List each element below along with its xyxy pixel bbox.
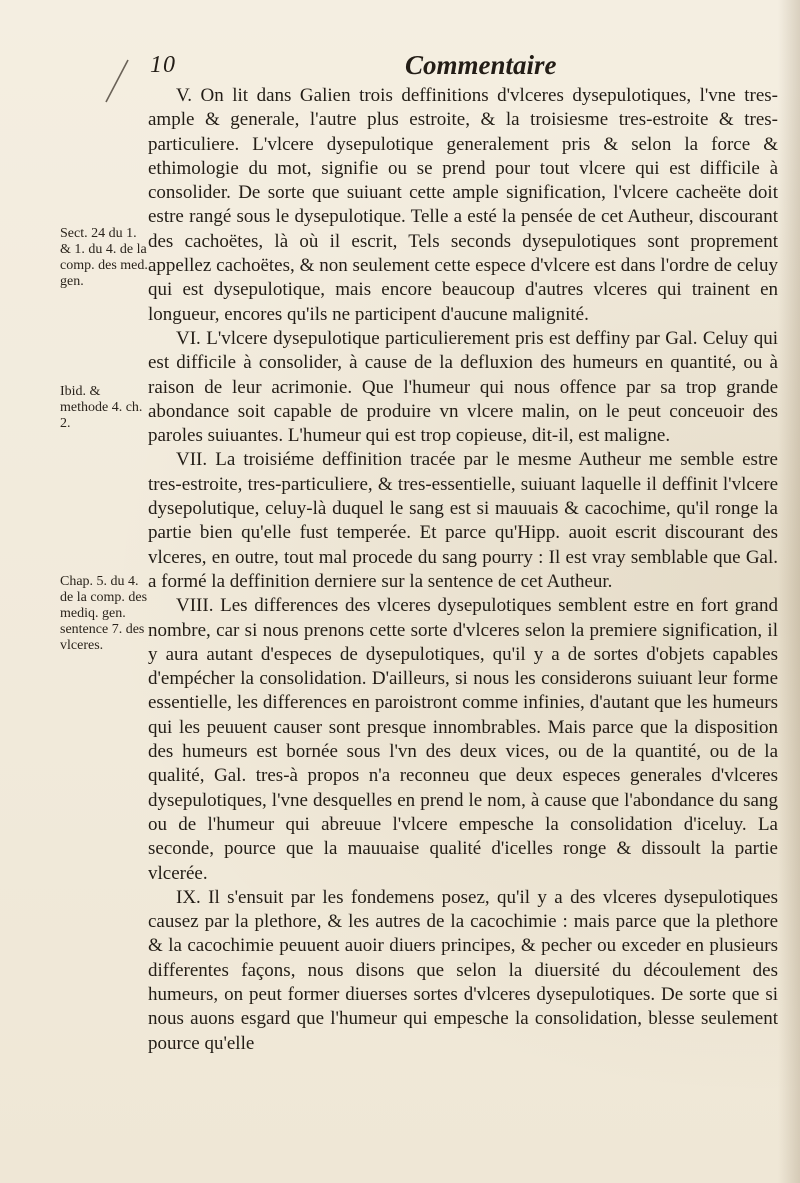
paragraph-vi: VI. L'vlcere dysepulotique particulierement pris est deffiny par Gal. Celuy qui est difficile à consolider, à cause de la defluxion des humeurs en quantité, ou à raison de leur acrimonie. Que l'humeur qui nous offence par sa trop grande abondance soit capable de produire vn vlcere malin, on le peut conceuoir des paroles suiuantes. L'humeur qui est trop copieuse, dit-il, est maligne. [148, 327, 778, 447]
page-number: 10 [150, 52, 176, 78]
margin-note: Sect. 24 du 1. & 1. du 4. de la comp. des med. gen. [60, 226, 148, 289]
paragraph-v: V. On lit dans Galien trois deffinitions d'vlceres dysepulotiques, l'vne tres-ample & generale, l'autre plus estroite, & la troisiesme tres-estroite & tres-particuliere. L'vlcere dysepulotique generalement pris & selon la force & ethimologie du mot, signifie ou se prend pour tout vlcere qui est difficile à consolider. De sorte que suiuant cette ample signification, l'vlcere cacheëte doit estre rangé sous le dysepulotique. Telle a esté la pensée de cet Autheur, discourant des cachoëtes, là où il escrit, Tels seconds dysepulotiques sont proprement appellez cachoëtes, & non seulement cette espece d'vlcere est dans l'ordre de celuy qui est dysepulotique, mais encore beaucoup d'autres vlceres qui trainent en longueur, encores qu'ils ne participent d'aucune malignité. [148, 85, 778, 325]
pencil-mark-icon [98, 58, 138, 104]
margin-note: Ibid. & methode 4. ch. 2. [60, 384, 143, 431]
margin-note: Chap. 5. du 4. de la comp. des mediq. gen. sentence 7. des vlceres. [60, 574, 148, 653]
main-text [148, 84, 778, 1056]
paragraph-vii: VII. La troisiéme deffinition tracée par le mesme Autheur me semble estre tres-estroite, tres-particuliere, & tres-essentielle, suiuant laquelle il deffinit l'vlcere dysepolutique, celuy-là duquel le sang est si mauuais & cacochime, qu'il ronge la partie bien qu'elle fust temperée. Et parce qu'Hipp. auoit escrit discourant des vlceres, en outre, tout mal procede du sang pourry : Il est vray semblable que Gal. a formé la deffinition derniere sur la sentence de cet Autheur. [148, 449, 778, 592]
page-edge-shadow [778, 0, 800, 1183]
paragraph-viii: VIII. Les differences des vlceres dysepulotiques semblent estre en fort grand nombre, car si nous prenons cette sorte d'vlceres selon la premiere signification, il y aura autant d'especes de dysepulotiques, qu'il y a de sortes d'objets capables d'empécher la consolidation. D'ailleurs, si nous les considerons suiuant leur forme essentielle, les differences en paroistront comme infinies, d'autant que les humeurs qui les peuuent causer sont presque innombrables. Mais parce que la disposition des humeurs est bornée sous l'vn des deux vices, ou de la quantité, ou de la qualité, Gal. tres-à propos n'a reconneu que deux especes generales d'vlceres dysepulotiques, l'vne desquelles en prend le nom, à cause que l'abondance du sang ou de l'humeur qui abreuue l'vlcere empesche la consolidation d'iceluy. La seconde, pource que la mauuaise qualité d'icelles ronge & dissoult la partie vlcerée. [148, 595, 778, 884]
running-head: Commentaire [405, 50, 557, 80]
paragraph-ix: IX. Il s'ensuit par les fondemens posez, qu'il y a des vlceres dysepulotiques causez par la plethore, & les autres de la cacochimie : mais parce que la plethore & la cacochimie peuuent auoir diuers principes, & pecher ou exceder en plusieurs differentes façons, nous disons que selon la diuersité du découlement des humeurs, on peut former diuerses sortes d'vlceres dysepulotiques. De sorte que si nous auons esgard que l'humeur qui empesche la consolidation, blesse seulement pource qu'elle [148, 886, 778, 1054]
